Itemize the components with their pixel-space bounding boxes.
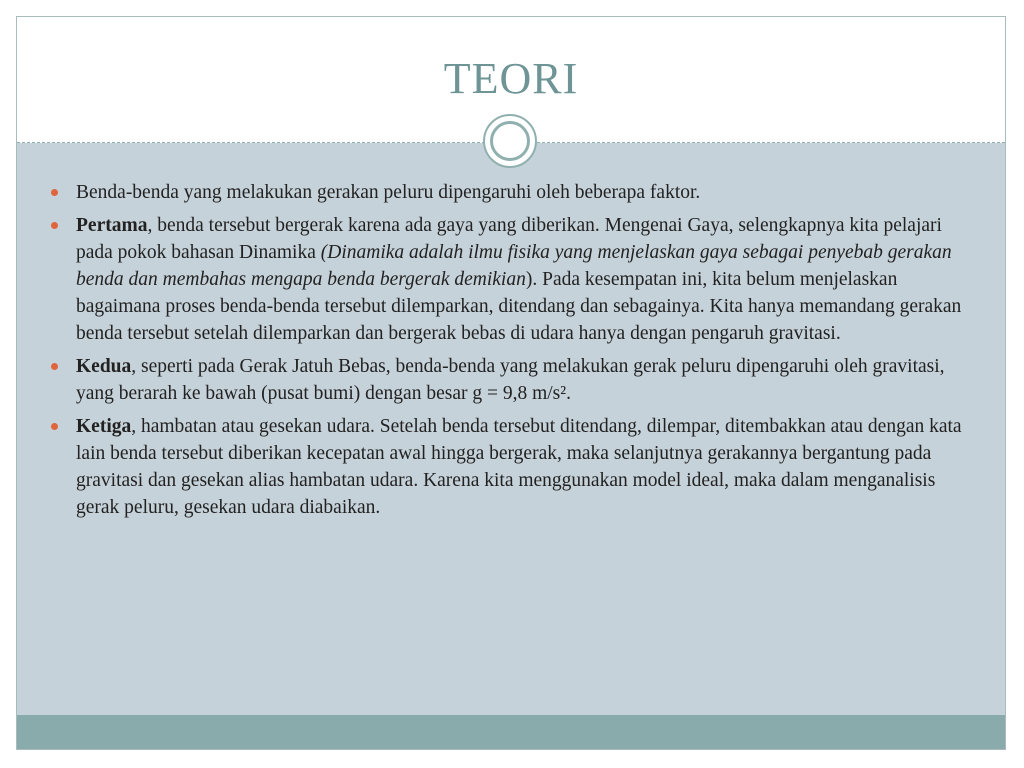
bullet-item-3 bbox=[51, 353, 976, 407]
slide-content bbox=[51, 179, 976, 527]
bullet-item-4 bbox=[51, 413, 976, 521]
bullet-text: , seperti pada Gerak Jatuh Bebas, benda-benda yang melakukan gerak peluru dipengaruhi oleh gravitasi, yang berarah ke bawah (pusat bumi) dengan besar g = 9,8 m/s². bbox=[76, 356, 945, 404]
bullet-list bbox=[51, 179, 976, 521]
bullet-item-2 bbox=[51, 212, 976, 347]
slide bbox=[16, 16, 1006, 750]
ring-ornament-icon bbox=[483, 114, 537, 168]
bullet-item-1 bbox=[51, 179, 976, 206]
footer-band bbox=[17, 715, 1005, 749]
bullet-lead: Kedua bbox=[76, 356, 132, 377]
bullet-dot-icon bbox=[51, 189, 58, 196]
bullet-text: , benda tersebut bergerak karena ada gaya yang diberikan. Mengenai Gaya, selengkapnya kita pelajari pada pokok bahasan Dinamika bbox=[76, 215, 942, 263]
bullet-lead: Ketiga bbox=[76, 416, 132, 437]
bullet-text: ). Pada kesempatan ini, kita belum menjelaskan bagaimana proses benda-benda tersebut dilemparkan, ditendang dan sebagainya. Kita hanya memandang gerakan benda tersebut setelah dilemparkan dan bergerak bebas di udara hanya dengan pengaruh gravitasi. bbox=[76, 269, 962, 344]
bullet-italic-text: (Dinamika adalah ilmu fisika yang menjelaskan gaya sebagai penyebab gerakan benda dan membahas mengapa benda bergerak demikian bbox=[76, 242, 952, 290]
bullet-dot-icon bbox=[51, 423, 58, 430]
ring-inner-icon bbox=[490, 121, 530, 161]
slide-title: TEORI bbox=[443, 54, 579, 103]
bullet-dot-icon bbox=[51, 363, 58, 370]
bullet-lead: Pertama bbox=[76, 215, 148, 236]
bullet-text: , hambatan atau gesekan udara. Setelah benda tersebut ditendang, dilempar, ditembakkan atau dengan kata lain benda tersebut diberikan kecepatan awal hingga bergerak, maka selanjutnya gerakannya bergantung pada gravitasi dan gesekan alias hambatan udara. Karena kita menggunakan model ideal, maka dalam menganalisis gerak peluru, gesekan udara diabaikan. bbox=[76, 416, 962, 518]
bullet-text: Benda-benda yang melakukan gerakan peluru dipengaruhi oleh beberapa faktor. bbox=[76, 182, 701, 203]
bullet-dot-icon bbox=[51, 222, 58, 229]
